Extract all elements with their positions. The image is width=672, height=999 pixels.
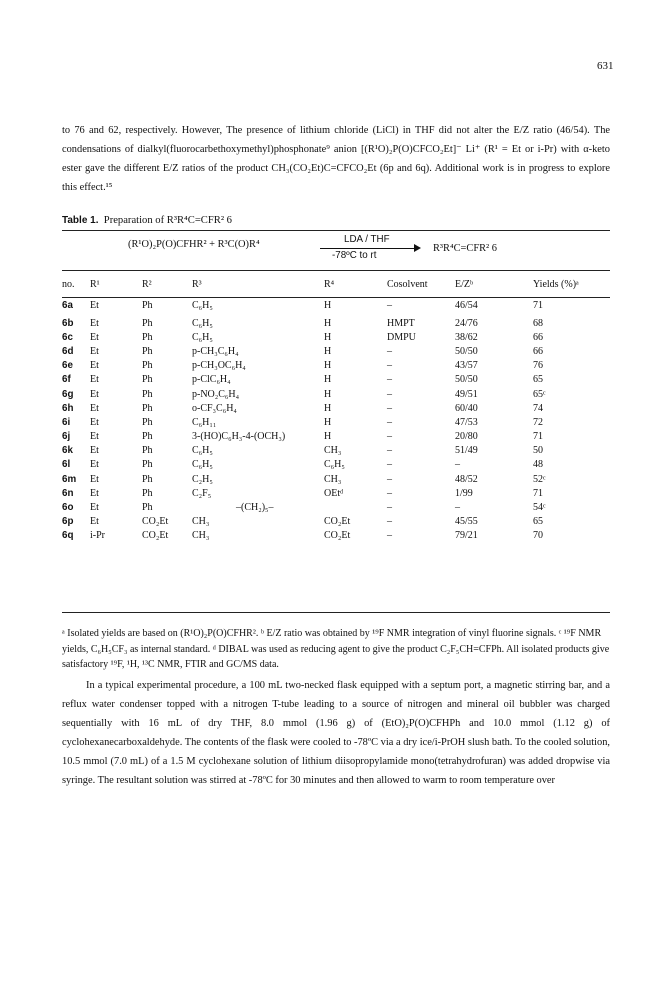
scheme-reactants: (R¹O)₂P(O)CFHR² + R³C(O)R⁴ <box>128 239 260 250</box>
arrow-head-icon <box>414 244 421 252</box>
cell-cosolvent: – <box>387 402 392 414</box>
cell-ez: – <box>455 502 460 514</box>
cell-yield: 66 <box>533 345 543 357</box>
cell-r1: Et <box>90 317 99 329</box>
table-row <box>62 430 610 444</box>
table-row <box>62 529 610 543</box>
cell-r4: CH₃ <box>324 445 342 457</box>
cell-ez: 24/76 <box>455 317 478 329</box>
cell-r3: C₆H₅ <box>192 445 213 457</box>
cell-r3: CH₃ <box>192 516 210 528</box>
table-top-rule <box>62 230 610 231</box>
cell-r3: –(CH₂)₅– <box>236 502 274 514</box>
cell-r2: Ph <box>142 502 153 514</box>
cell-r2: Ph <box>142 487 153 499</box>
reaction-arrow <box>320 236 422 262</box>
cell-yield: 50 <box>533 445 543 457</box>
cell-r4: H <box>324 374 332 386</box>
cell-ez: 49/51 <box>455 388 478 400</box>
cell-ez: 1/99 <box>455 487 473 499</box>
cell-r2: CO₂Et <box>142 516 169 528</box>
cell-r2: Ph <box>142 402 153 414</box>
cell-ez: 48/52 <box>455 473 478 485</box>
table-row <box>62 515 610 529</box>
cell-r2: Ph <box>142 416 153 428</box>
cell-ez: 20/80 <box>455 431 478 443</box>
cell-cosolvent: – <box>387 487 392 499</box>
cell-cosolvent: DMPU <box>387 331 416 343</box>
cell-ez: 45/55 <box>455 516 478 528</box>
cell-cosolvent: – <box>387 388 392 400</box>
cell-r3: C₂H₅ <box>192 473 213 485</box>
table-row <box>62 444 610 458</box>
cell-r1: Et <box>90 431 99 443</box>
cell-cosolvent: – <box>387 516 392 528</box>
cell-r4: H <box>324 402 332 414</box>
cell-no: 6h <box>62 402 74 414</box>
table-row <box>62 472 610 486</box>
cell-ez: 50/50 <box>455 345 478 357</box>
cell-r2: Ph <box>142 473 153 485</box>
cell-yield: 71 <box>533 487 543 499</box>
experimental-paragraph: In a typical experimental procedure, a 100 mL two-necked flask equipped with a septum port, a magnetic stirring bar, and a reflux water condenser topped with a nitrogen T-tube leading to a source of nitrogen and mineral oil bubbler was charged sequentially with 16 mL of dry THF, 8.0 mmol (1.96 g) of (EtO)₂P(O)CFHPh and 10.0 mmol (1.12 g) of cyclohexanecarboxaldehyde. The contents of the flask were cooled to -78ºC via a dry ice/i-PrOH slush bath. To the cooled solution, 10.5 mmol (7.0 mL) of a 1.5 M cyclohexane solution of lithium diisopropylamide mono(tetrahydrofuran) was added dropwise via syringe. The resultant solution was stirred at -78ºC for 30 minutes and then allowed to warm to room temperature over <box>62 680 610 786</box>
cell-no: 6n <box>62 487 74 499</box>
cell-ez: 51/49 <box>455 445 478 457</box>
header-r4: R⁴ <box>324 278 335 290</box>
cell-r2: Ph <box>142 317 153 329</box>
cell-r4: H <box>324 388 332 400</box>
table-row <box>62 359 610 373</box>
header-yield: Yields (%)ᵃ <box>533 278 579 290</box>
cell-r1: Et <box>90 402 99 414</box>
cell-yield: 68 <box>533 317 543 329</box>
cell-r3: p-ClC₆H₄ <box>192 374 231 386</box>
cell-ez: 47/53 <box>455 416 478 428</box>
cell-r3: C₆H₅ <box>192 459 213 471</box>
cell-cosolvent: – <box>387 345 392 357</box>
cell-yield: 72 <box>533 416 543 428</box>
table-row <box>62 344 610 358</box>
header-no: no. <box>62 278 75 290</box>
table-header-top-rule <box>62 270 610 271</box>
cell-cosolvent: – <box>387 374 392 386</box>
header-cosolvent: Cosolvent <box>387 278 428 290</box>
table-label: Table 1. <box>62 215 99 226</box>
cell-r4: H <box>324 331 332 343</box>
arrow-line <box>320 248 416 249</box>
cell-yield: 76 <box>533 360 543 372</box>
scheme-reagents-below: -78ºC to rt <box>332 250 377 261</box>
cell-r2: Ph <box>142 331 153 343</box>
cell-r1: Et <box>90 473 99 485</box>
cell-r3: C₆H₅ <box>192 317 213 329</box>
table-row <box>62 330 610 344</box>
cell-no: 6b <box>62 317 74 329</box>
cell-yield: 74 <box>533 402 543 414</box>
header-r1: R¹ <box>90 278 100 290</box>
table-header-bottom-rule <box>62 297 610 298</box>
table-bottom-rule <box>62 612 610 613</box>
cell-no: 6m <box>62 473 77 485</box>
cell-cosolvent: – <box>387 530 392 542</box>
cell-r2: Ph <box>142 299 153 311</box>
cell-r4: H <box>324 299 332 311</box>
cell-r4: OEtᵈ <box>324 487 344 499</box>
cell-yield: 65 <box>533 516 543 528</box>
cell-cosolvent: – <box>387 431 392 443</box>
cell-r1: Et <box>90 360 99 372</box>
cell-yield: 65 <box>533 374 543 386</box>
cell-r4: CH₃ <box>324 473 342 485</box>
table-row <box>62 486 610 500</box>
table-caption <box>62 215 232 226</box>
cell-yield: 52ᶜ <box>533 473 546 485</box>
table-footnote: ᵃ Isolated yields are based on (R¹O)₂P(O)CFHR². ᵇ E/Z ratio was obtained by ¹⁹F NMR integration of vinyl fluorine signals. ᶜ ¹⁹F NMR yields, C₆H₅CF₃ as internal standard. ᵈ DIBAL was used as reducing agent to give the product C₂F₅CH=CFPh. All isolated products give satisfactory ¹⁹F, ¹H, ¹³C NMR, FTIR and GC/MS data. <box>62 628 610 670</box>
cell-ez: 43/57 <box>455 360 478 372</box>
table-row <box>62 458 610 472</box>
intro-paragraph: to 76 and 62, respectively. However, The presence of lithium chloride (LiCl) in THF did not alter the E/Z ratio (46/54). The condensations of dialkyl(fluorocarbethoxymethyl)phosphonate⁹ anion [(R¹O)₂P(O)CFCO₂Et]⁻ Li⁺ (R¹ = Et or i-Pr) with α-keto ester gave the different E/Z ratios of the product CH₃(CO₂Et)C=CFCO₂Et (6p and 6q). Additional work is in progress to explore this effect.¹⁵ <box>62 125 610 193</box>
table-header-row <box>62 274 610 294</box>
cell-r4: CO₂Et <box>324 516 351 528</box>
cell-cosolvent: – <box>387 445 392 457</box>
cell-no: 6d <box>62 345 74 357</box>
cell-r3: p-CH₃C₆H₄ <box>192 345 239 357</box>
cell-r2: CO₂Et <box>142 530 169 542</box>
cell-cosolvent: – <box>387 299 392 311</box>
table-row <box>62 500 610 514</box>
cell-yield: 71 <box>533 299 543 311</box>
table-row <box>62 387 610 401</box>
cell-cosolvent: – <box>387 360 392 372</box>
cell-yield: 54ᶜ <box>533 502 546 514</box>
table-row <box>62 401 610 415</box>
cell-no: 6q <box>62 530 74 542</box>
cell-yield: 70 <box>533 530 543 542</box>
table-row <box>62 415 610 429</box>
scheme-product: R³R⁴C=CFR² 6 <box>433 243 497 254</box>
cell-ez: 79/21 <box>455 530 478 542</box>
header-ez: E/Zᵇ <box>455 278 474 290</box>
cell-r4: H <box>324 431 332 443</box>
cell-cosolvent: – <box>387 459 392 471</box>
cell-yield: 71 <box>533 431 543 443</box>
cell-no: 6i <box>62 416 71 428</box>
cell-r1: Et <box>90 416 99 428</box>
cell-r4: H <box>324 416 332 428</box>
cell-ez: 50/50 <box>455 374 478 386</box>
cell-ez: 60/40 <box>455 402 478 414</box>
cell-no: 6f <box>62 374 71 386</box>
cell-no: 6p <box>62 516 74 528</box>
cell-no: 6o <box>62 502 74 514</box>
cell-r1: Et <box>90 502 99 514</box>
cell-r3: p-CH₃OC₆H₄ <box>192 360 246 372</box>
cell-r2: Ph <box>142 445 153 457</box>
cell-r3: C₂F₅ <box>192 487 212 499</box>
cell-r1: i-Pr <box>90 530 105 542</box>
cell-r1: Et <box>90 374 99 386</box>
cell-r4: H <box>324 345 332 357</box>
cell-r2: Ph <box>142 360 153 372</box>
cell-no: 6l <box>62 459 71 471</box>
cell-r3: C₆H₁₁ <box>192 416 217 428</box>
cell-r2: Ph <box>142 345 153 357</box>
table-row <box>62 316 610 330</box>
reaction-scheme <box>128 234 568 264</box>
cell-yield: 65ᶜ <box>533 388 546 400</box>
cell-r4: H <box>324 317 332 329</box>
cell-no: 6j <box>62 431 71 443</box>
cell-ez: 38/62 <box>455 331 478 343</box>
cell-no: 6k <box>62 445 73 457</box>
cell-cosolvent: – <box>387 416 392 428</box>
cell-r4: C₆H₅ <box>324 459 345 471</box>
cell-cosolvent: – <box>387 473 392 485</box>
cell-r2: Ph <box>142 431 153 443</box>
cell-r1: Et <box>90 331 99 343</box>
cell-r3: CH₃ <box>192 530 210 542</box>
cell-r2: Ph <box>142 374 153 386</box>
cell-ez: – <box>455 459 460 471</box>
cell-r1: Et <box>90 299 99 311</box>
page-number: 631 <box>597 60 614 72</box>
cell-cosolvent: HMPT <box>387 317 415 329</box>
cell-r2: Ph <box>142 388 153 400</box>
cell-r1: Et <box>90 445 99 457</box>
cell-r1: Et <box>90 516 99 528</box>
cell-r1: Et <box>90 388 99 400</box>
cell-ez: 46/54 <box>455 299 478 311</box>
cell-r1: Et <box>90 345 99 357</box>
cell-no: 6g <box>62 388 74 400</box>
cell-no: 6a <box>62 299 73 311</box>
cell-r3: C₆H₅ <box>192 331 213 343</box>
cell-r2: Ph <box>142 459 153 471</box>
cell-r3: C₆H₅ <box>192 299 213 311</box>
cell-no: 6c <box>62 331 73 343</box>
table-row <box>62 373 610 387</box>
scheme-reagents-above: LDA / THF <box>344 234 390 245</box>
table-title: Preparation of R³R⁴C=CFR² 6 <box>103 215 232 226</box>
cell-no: 6e <box>62 360 73 372</box>
cell-yield: 48 <box>533 459 543 471</box>
cell-yield: 66 <box>533 331 543 343</box>
header-r2: R² <box>142 278 152 290</box>
cell-r4: CO₂Et <box>324 530 351 542</box>
header-r3: R³ <box>192 278 202 290</box>
cell-r1: Et <box>90 487 99 499</box>
results-table <box>62 274 610 543</box>
cell-r3: p-NO₂C₆H₄ <box>192 388 240 400</box>
cell-r1: Et <box>90 459 99 471</box>
cell-r3: o-CF₃C₆H₄ <box>192 402 237 414</box>
cell-r3: 3-(HO)C₆H₃-4-(OCH₃) <box>192 431 286 443</box>
cell-cosolvent: – <box>387 502 392 514</box>
cell-r4: H <box>324 360 332 372</box>
